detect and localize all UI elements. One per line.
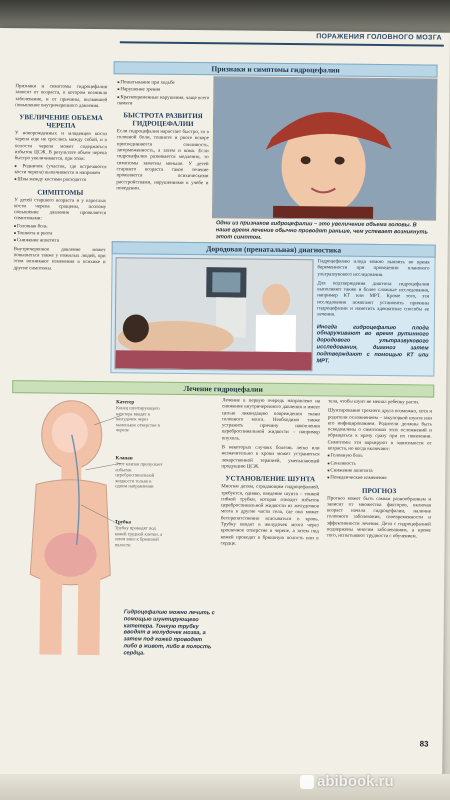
section-header: ПОРАЖЕНИЯ ГОЛОВНОГО МОЗГА <box>316 33 442 42</box>
heading-prognosis: ПРОГНОЗ <box>362 486 397 495</box>
treatment-middle-column <box>221 398 321 548</box>
watermark-logo-icon <box>300 775 314 789</box>
heading-symptoms: СИМПТОМЫ <box>37 187 84 197</box>
ultrasound-illustration <box>115 258 312 370</box>
left-column <box>13 84 107 273</box>
right-text-1: тела, чтобы шунт не мешал ребенку расти. <box>328 399 420 406</box>
treatment-right-column <box>327 399 432 541</box>
right-text-2: Шунтирование трехнего друга возможно, хотя и родители осложнением – закупоркой шунта или его инфицированием. Родители должны быть осведомлены о симптомах этих осложнений и обращаться к врачу сразу при их появлении. Симптомы эти варьируют в зависимости от возраста, но когда включают: <box>327 408 433 453</box>
skull-size-text: У новорожденных и младенцев кости черепа еще не срослись между собой, и в полости черепа может содержаться избыток ЦСЖ. В результате объем черепа быстро увеличивается, при этом: <box>14 131 107 163</box>
list-item: ■ Нарушение зрения <box>117 87 209 95</box>
symptoms-text-2: Внутричерепное давление может повышаться также у пожилых людей, при этом возникают изменения в психике и другие симптомы. <box>13 246 106 272</box>
symptoms-text: У детей старшего возраста и у взрослых кости черепа сращены, поэтому повышение давления проявляется симптомами: <box>13 197 107 222</box>
list-item: ■ Головную боль <box>327 453 431 461</box>
list-item: ■ Снижение аппетита <box>14 237 106 245</box>
tube-label <box>115 519 163 548</box>
prognosis-text: Прогноз может быть самым разнообразным и зависит от множества факторов, включая возраст начала гидроцефалии, наличие головного заболевания, своевременности и эффективности лечения. Дети с гидроцефалией подвержены многим заболеваниям, а кроме того, испытывают трудности с обучением. <box>326 496 432 540</box>
valve-note: Этот клапан пропускает избыток цереброспинальной жидкости только в одном направлении <box>115 461 163 489</box>
list-item: ■ Тошнота и рвота <box>14 230 106 238</box>
book-page <box>0 28 450 785</box>
speed-text: Если гидроцефалия нарастает быстро, то в головной боли, тошноте и рвоте вскоре присоединяются сонливость, заторможенность, а затем и кома. Если гидроцефалия развивается медленно, то симптомы заметны меньше. У детей старшего возраста такое течение проявляется психическими расстройствами, нарушениями в учебе и поведении. <box>116 129 209 192</box>
tube-title: Трубка <box>114 520 131 526</box>
header-rule <box>120 41 444 46</box>
diagnostics-text-1: Гидроцефалию плода можно выявить во время беременности при проведении планового ультразвукового исследования. <box>317 259 430 278</box>
child-photo <box>212 76 437 220</box>
catheter-label <box>116 399 164 433</box>
page-number: 83 <box>419 739 429 749</box>
list-item: ■ Головная боль <box>14 223 106 231</box>
list-item: ■ Родничок (участок, где встречаются кости черепа) выпячивается и напряжен <box>14 163 106 178</box>
child-photo-illustration <box>213 77 436 219</box>
valve-title: Клапан <box>115 456 133 462</box>
diagnostics-text-2: Для подтверждения диагноза гидроцефалии выполняют также и более сложные исследования, например КТ или МРТ. Кроме того, эти исследования помогают установить причины гидроцефалии и наметить адекватные способы ее лечения. <box>316 281 430 318</box>
list-item: ■ Сонливость <box>327 460 431 468</box>
heading-speed: БЫСТРОТА РАЗВИТИЯ ГИДРОЦЕФАЛИИ <box>123 111 203 129</box>
signs-section-bar: Признаки и симптомы гидроцефалии <box>114 61 438 77</box>
diagnostics-text <box>316 259 429 366</box>
watermark <box>300 773 394 790</box>
heading-shunt: УСТАНОВЛЕНИЕ ШУНТА <box>225 474 316 484</box>
heading-skull-size: УВЕЛИЧЕНИЕ ОБЪЕМА ЧЕРЕПА <box>19 113 103 130</box>
shunt-text: Многим детям, страдающим гидроцефалией, требуется, однако, введение шунта – тонкой гибкой трубки, которая отводит избыток цереброспинальной жидкости из желудочков мозга в другие части тела, где она может беспрепятственно всасываться в кровь. Трубку вводят в желудочек мозга через крошечное отверстие в черепе, а затем под кожей проводят в брюшную полость или в сердце. <box>220 484 320 547</box>
diagnostics-caption: Иногда гидроцефалию плода обнаруживают во время рутинного дородового ультразвукового исследования, диагноз затем подтверждают с помощью КТ или МРТ. <box>316 324 429 365</box>
watermark-text: abibook.ru <box>317 773 394 790</box>
ultrasound-photo <box>114 257 313 371</box>
diagnostics-bar: Дородовая (пренатальная) диагностика <box>112 241 436 257</box>
valve-label <box>115 455 163 489</box>
child-photo-caption: Одни из признаков гидроцефалии – это увеличение объема головы. В наше время лечение обычно проводят раньше, чем успевает возникнуть этот симптом. <box>215 220 428 241</box>
catheter-note: Конец шунтирующего катетера вводят в желудочек через маленькое отверстие в черепе <box>115 405 160 433</box>
treatment-bar: Лечение гидроцефалии <box>12 380 434 397</box>
treatment-text-1: Лечение в первую очередь направлено на снижение внутричерепного давления и имеет целью ликвидацию повреждения ткани головного мозга. Необходимо также устранить причину накопления цереброспинальной жидкости – например опухоль. <box>221 398 321 442</box>
treatment-text-2: В некоторых случаях болезнь легко или незначительно в крови может устраниться лекарственной терапией, уменьшающей продукцию ЦСЖ. <box>221 445 320 470</box>
list-item: ■ Кратковременные нарушения, чаще всего памяти <box>117 94 209 109</box>
list-item: ■ Поведенческие изменения <box>327 475 431 483</box>
list-item: ■ Пошатывание при ходьбе <box>117 79 209 87</box>
catheter-title: Катетер <box>116 400 135 406</box>
list-item: ■ Швы между костями расходятся <box>14 176 106 184</box>
list-item: ■ Снижение аппетита <box>327 467 431 475</box>
signs-column <box>116 79 209 193</box>
tube-note: Трубку проводят под кожей грудной клетки, а затем вниз к брюшной полости <box>114 525 163 548</box>
intro-text: Признаки и симптомы гидроцефалии зависят от возраста, в котором возникло заболевание, и от причины, вызвавшей повышение внутричерепного давления. <box>15 84 108 109</box>
shunt-caption: Гидроцефалию можно лечить с помощью шунтирующего катетера. Тонкую трубку вводят в желудочек мозга, а затем под кожей проводят либо в живот, либо в полость сердца. <box>123 609 215 657</box>
